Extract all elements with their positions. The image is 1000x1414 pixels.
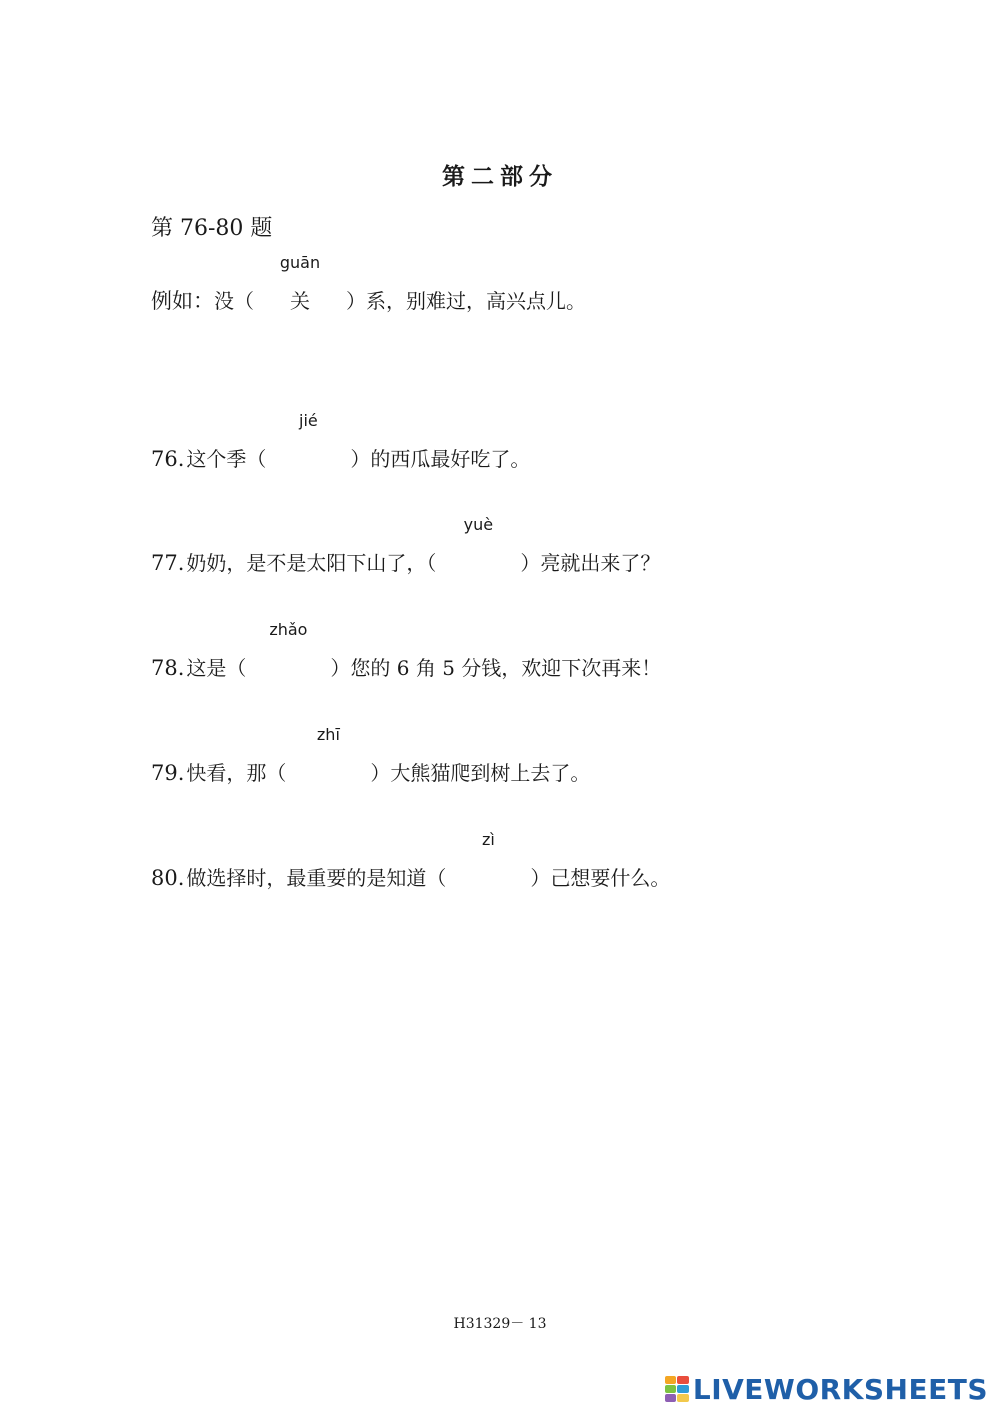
answer-input-80[interactable] bbox=[446, 866, 530, 890]
question-text-after: ）的西瓜最好吃了。 bbox=[350, 447, 531, 471]
logo-square bbox=[677, 1394, 689, 1402]
brand-wordmark: LIVEWORKSHEETS bbox=[692, 1372, 988, 1406]
example-text-after: ）系，别难过，高兴点儿。 bbox=[346, 289, 586, 313]
question-text-before: 奶奶，是不是太阳下山了，（ bbox=[186, 551, 437, 575]
example-pinyin: guān bbox=[279, 253, 321, 272]
example-text-before: 没（ bbox=[214, 289, 254, 313]
answer-blank bbox=[436, 515, 520, 578]
logo-square bbox=[665, 1376, 677, 1384]
question-text-before: 这是（ bbox=[186, 656, 247, 680]
answer-blank bbox=[246, 620, 330, 683]
answer-blank bbox=[446, 830, 530, 893]
question-text-before: 做选择时，最重要的是知道（ bbox=[186, 866, 447, 890]
example-row bbox=[151, 253, 586, 316]
logo-square bbox=[677, 1385, 689, 1393]
page-footer: H31329－ 13 bbox=[453, 1316, 547, 1332]
question-text-after: ）亮就出来了？ bbox=[520, 551, 661, 575]
pinyin-hint: yuè bbox=[463, 515, 494, 534]
pinyin-hint: zì bbox=[481, 830, 495, 849]
liveworksheets-logo-icon bbox=[665, 1376, 689, 1402]
question-77 bbox=[151, 515, 661, 578]
answer-blank bbox=[266, 411, 350, 474]
logo-square bbox=[665, 1385, 677, 1393]
liveworksheets-brand bbox=[665, 1372, 988, 1406]
question-range: 第 76-80 题 bbox=[151, 216, 273, 241]
question-number: 76. bbox=[151, 447, 185, 471]
answer-input-79[interactable] bbox=[286, 761, 370, 785]
question-78 bbox=[151, 620, 662, 683]
question-text-before: 快看，那（ bbox=[186, 761, 287, 785]
example-blank bbox=[254, 253, 346, 316]
example-label: 例如： bbox=[151, 289, 214, 313]
question-number: 78. bbox=[151, 656, 185, 680]
answer-input-76[interactable] bbox=[266, 447, 350, 471]
question-number: 77. bbox=[151, 551, 185, 575]
answer-input-77[interactable] bbox=[436, 551, 520, 575]
question-number: 80. bbox=[151, 866, 185, 890]
question-79 bbox=[151, 725, 591, 788]
question-text-after: ）己想要什么。 bbox=[530, 866, 671, 890]
question-76 bbox=[151, 411, 531, 474]
question-text-before: 这个季（ bbox=[186, 447, 267, 471]
example-answer: 关 bbox=[290, 289, 310, 313]
question-80 bbox=[151, 830, 671, 893]
answer-blank bbox=[286, 725, 370, 788]
answer-input-78[interactable] bbox=[246, 656, 330, 680]
logo-square bbox=[665, 1394, 677, 1402]
section-title: 第二部分 bbox=[442, 163, 558, 190]
logo-square bbox=[677, 1376, 689, 1384]
pinyin-hint: jié bbox=[299, 411, 318, 430]
question-text-after: ）您的 6 角 5 分钱，欢迎下次再来！ bbox=[330, 656, 662, 680]
pinyin-hint: zhī bbox=[316, 725, 340, 744]
question-text-after: ）大熊猫爬到树上去了。 bbox=[370, 761, 591, 785]
question-number: 79. bbox=[151, 761, 185, 785]
pinyin-hint: zhǎo bbox=[269, 620, 308, 639]
